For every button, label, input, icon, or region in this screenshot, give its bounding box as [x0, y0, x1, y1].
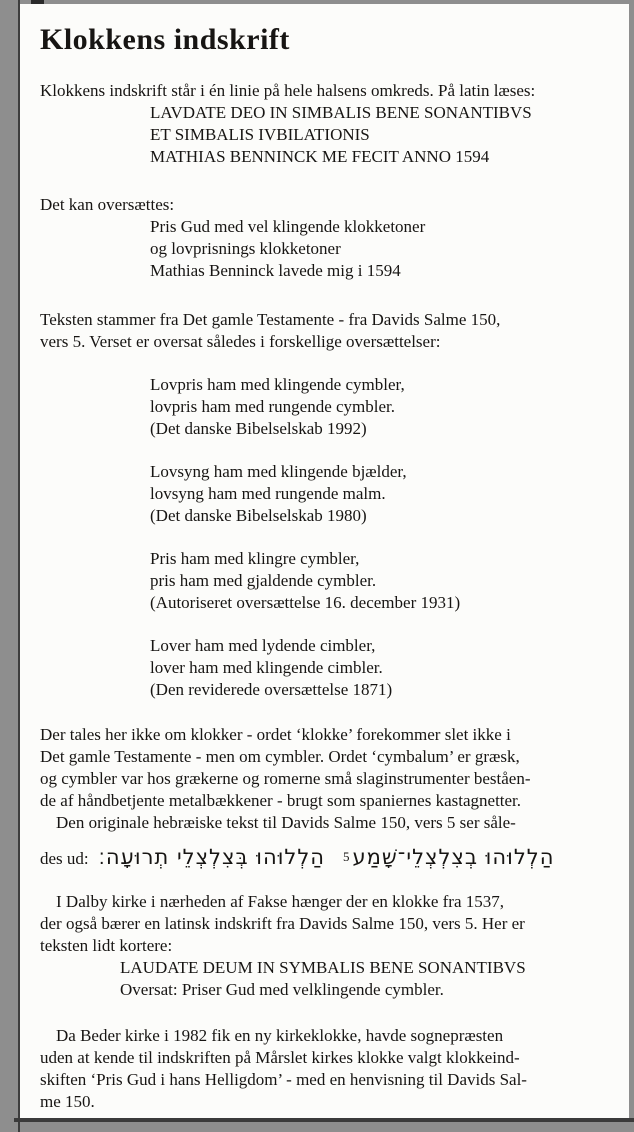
verse-line: Lover ham med lydende cimbler,	[150, 636, 376, 655]
scan-left-edge-line	[18, 0, 20, 1132]
scan-bottom-edge-line	[14, 1118, 634, 1122]
verse-line: lovsyng ham med rungende malm.	[150, 484, 386, 503]
verse-line: lover ham med klingende cimbler.	[150, 658, 383, 677]
section-beder	[40, 1025, 606, 1113]
verse-source: (Den reviderede oversættelse 1871)	[150, 680, 393, 699]
verse-quote-1992	[150, 374, 606, 440]
page-title: Klokkens indskrift	[40, 23, 290, 56]
translation-line: Mathias Benninck lavede mig i 1594	[150, 261, 401, 280]
hebrew-text-second-half: הַלְלוּהוּ בְּצִלְצְלֵי תְרוּעָה׃	[98, 845, 326, 869]
cymbal-line: og cymbler var hos grækerne og romerne små slaginstrumenter beståen-	[40, 769, 531, 788]
verse-line: Lovpris ham med klingende cymbler,	[150, 375, 405, 394]
translation-heading: Det kan oversættes:	[40, 195, 175, 214]
dalby-latin-translation: Oversat: Priser Gud med velklingende cymbler.	[120, 980, 444, 999]
verse-line: Lovsyng ham med klingende bjælder,	[150, 462, 407, 481]
verse-line: pris ham med gjaldende cymbler.	[150, 571, 377, 590]
translation-line: Pris Gud med vel klingende klokketoner	[150, 217, 426, 236]
latin-inscription	[150, 102, 606, 168]
section-text-origin	[40, 309, 606, 353]
section-dalby	[40, 891, 606, 1001]
verse-source: (Det danske Bibelselskab 1992)	[150, 419, 367, 438]
beder-line: skiften ‘Pris Gud i hans Helligdom’ - med en henvisning til Davids Sal-	[40, 1070, 527, 1089]
translation-line: og lovprisnings klokketoner	[150, 239, 341, 258]
dalby-line: teksten lidt kortere:	[40, 936, 173, 955]
dalby-line: I Dalby kirke i nærheden af Fakse hænger der en klokke fra 1537,	[56, 892, 505, 911]
cymbal-line: de af håndbetjente metalbækkener - brugt som spaniernes kastagnetter.	[40, 791, 522, 810]
intro-sentence: Klokkens indskrift står i én linie på hele halsens omkreds. På latin læses:	[40, 81, 536, 100]
danish-translation	[150, 216, 606, 282]
document-content	[40, 4, 606, 1113]
verse-source: (Autoriseret oversættelse 16. december 1931)	[150, 593, 461, 612]
verse-line: Pris ham med klingre cymbler,	[150, 549, 360, 568]
origin-line: vers 5. Verset er oversat således i forskellige oversættelser:	[40, 332, 441, 351]
section-translation	[40, 194, 606, 282]
cymbal-line: Der tales her ikke om klokker - ordet ‘klokke’ forekommer slet ikke i	[40, 725, 511, 744]
hebrew-lead-in: des ud:	[40, 849, 89, 868]
cymbal-line: Den originale hebræiske tekst til Davids Salme 150, vers 5 ser såle-	[56, 813, 516, 832]
beder-line: me 150.	[40, 1092, 95, 1111]
hebrew-verse-line	[40, 839, 606, 875]
verse-quote-1980	[150, 461, 606, 527]
verse-source: (Det danske Bibelselskab 1980)	[150, 506, 367, 525]
verse-quote-1871	[150, 635, 606, 701]
hebrew-verse-number: 5	[343, 849, 350, 864]
hebrew-text-first-half: הַלְלוּהוּ בְצִלְצְלֵי־שָׁמַע	[352, 845, 555, 869]
latin-inscription-line: MATHIAS BENNINCK ME FECIT ANNO 1594	[150, 147, 490, 166]
latin-inscription-line: LAVDATE DEO IN SIMBALIS BENE SONANTIBVS	[150, 103, 532, 122]
beder-line: Da Beder kirke i 1982 fik en ny kirkeklokke, havde sognepræsten	[56, 1026, 504, 1045]
dalby-latin-inscription: LAUDATE DEUM IN SYMBALIS BENE SONANTIBVS	[120, 958, 526, 977]
dalby-line: der også bærer en latinsk indskrift fra Davids Salme 150, vers 5. Her er	[40, 914, 525, 933]
origin-line: Teksten stammer fra Det gamle Testamente - fra Davids Salme 150,	[40, 310, 501, 329]
cymbal-line: Det gamle Testamente - men om cymbler. Ordet ‘cymbalum’ er græsk,	[40, 747, 520, 766]
verse-line: lovpris ham med rungende cymbler.	[150, 397, 396, 416]
section-cymbals	[40, 724, 606, 875]
verse-quote-1931	[150, 548, 606, 614]
section-inscription	[40, 80, 606, 168]
beder-line: uden at kende til indskriften på Mårslet kirkes klokke valgt klokkeind-	[40, 1048, 520, 1067]
latin-inscription-line: ET SIMBALIS IVBILATIONIS	[150, 125, 370, 144]
